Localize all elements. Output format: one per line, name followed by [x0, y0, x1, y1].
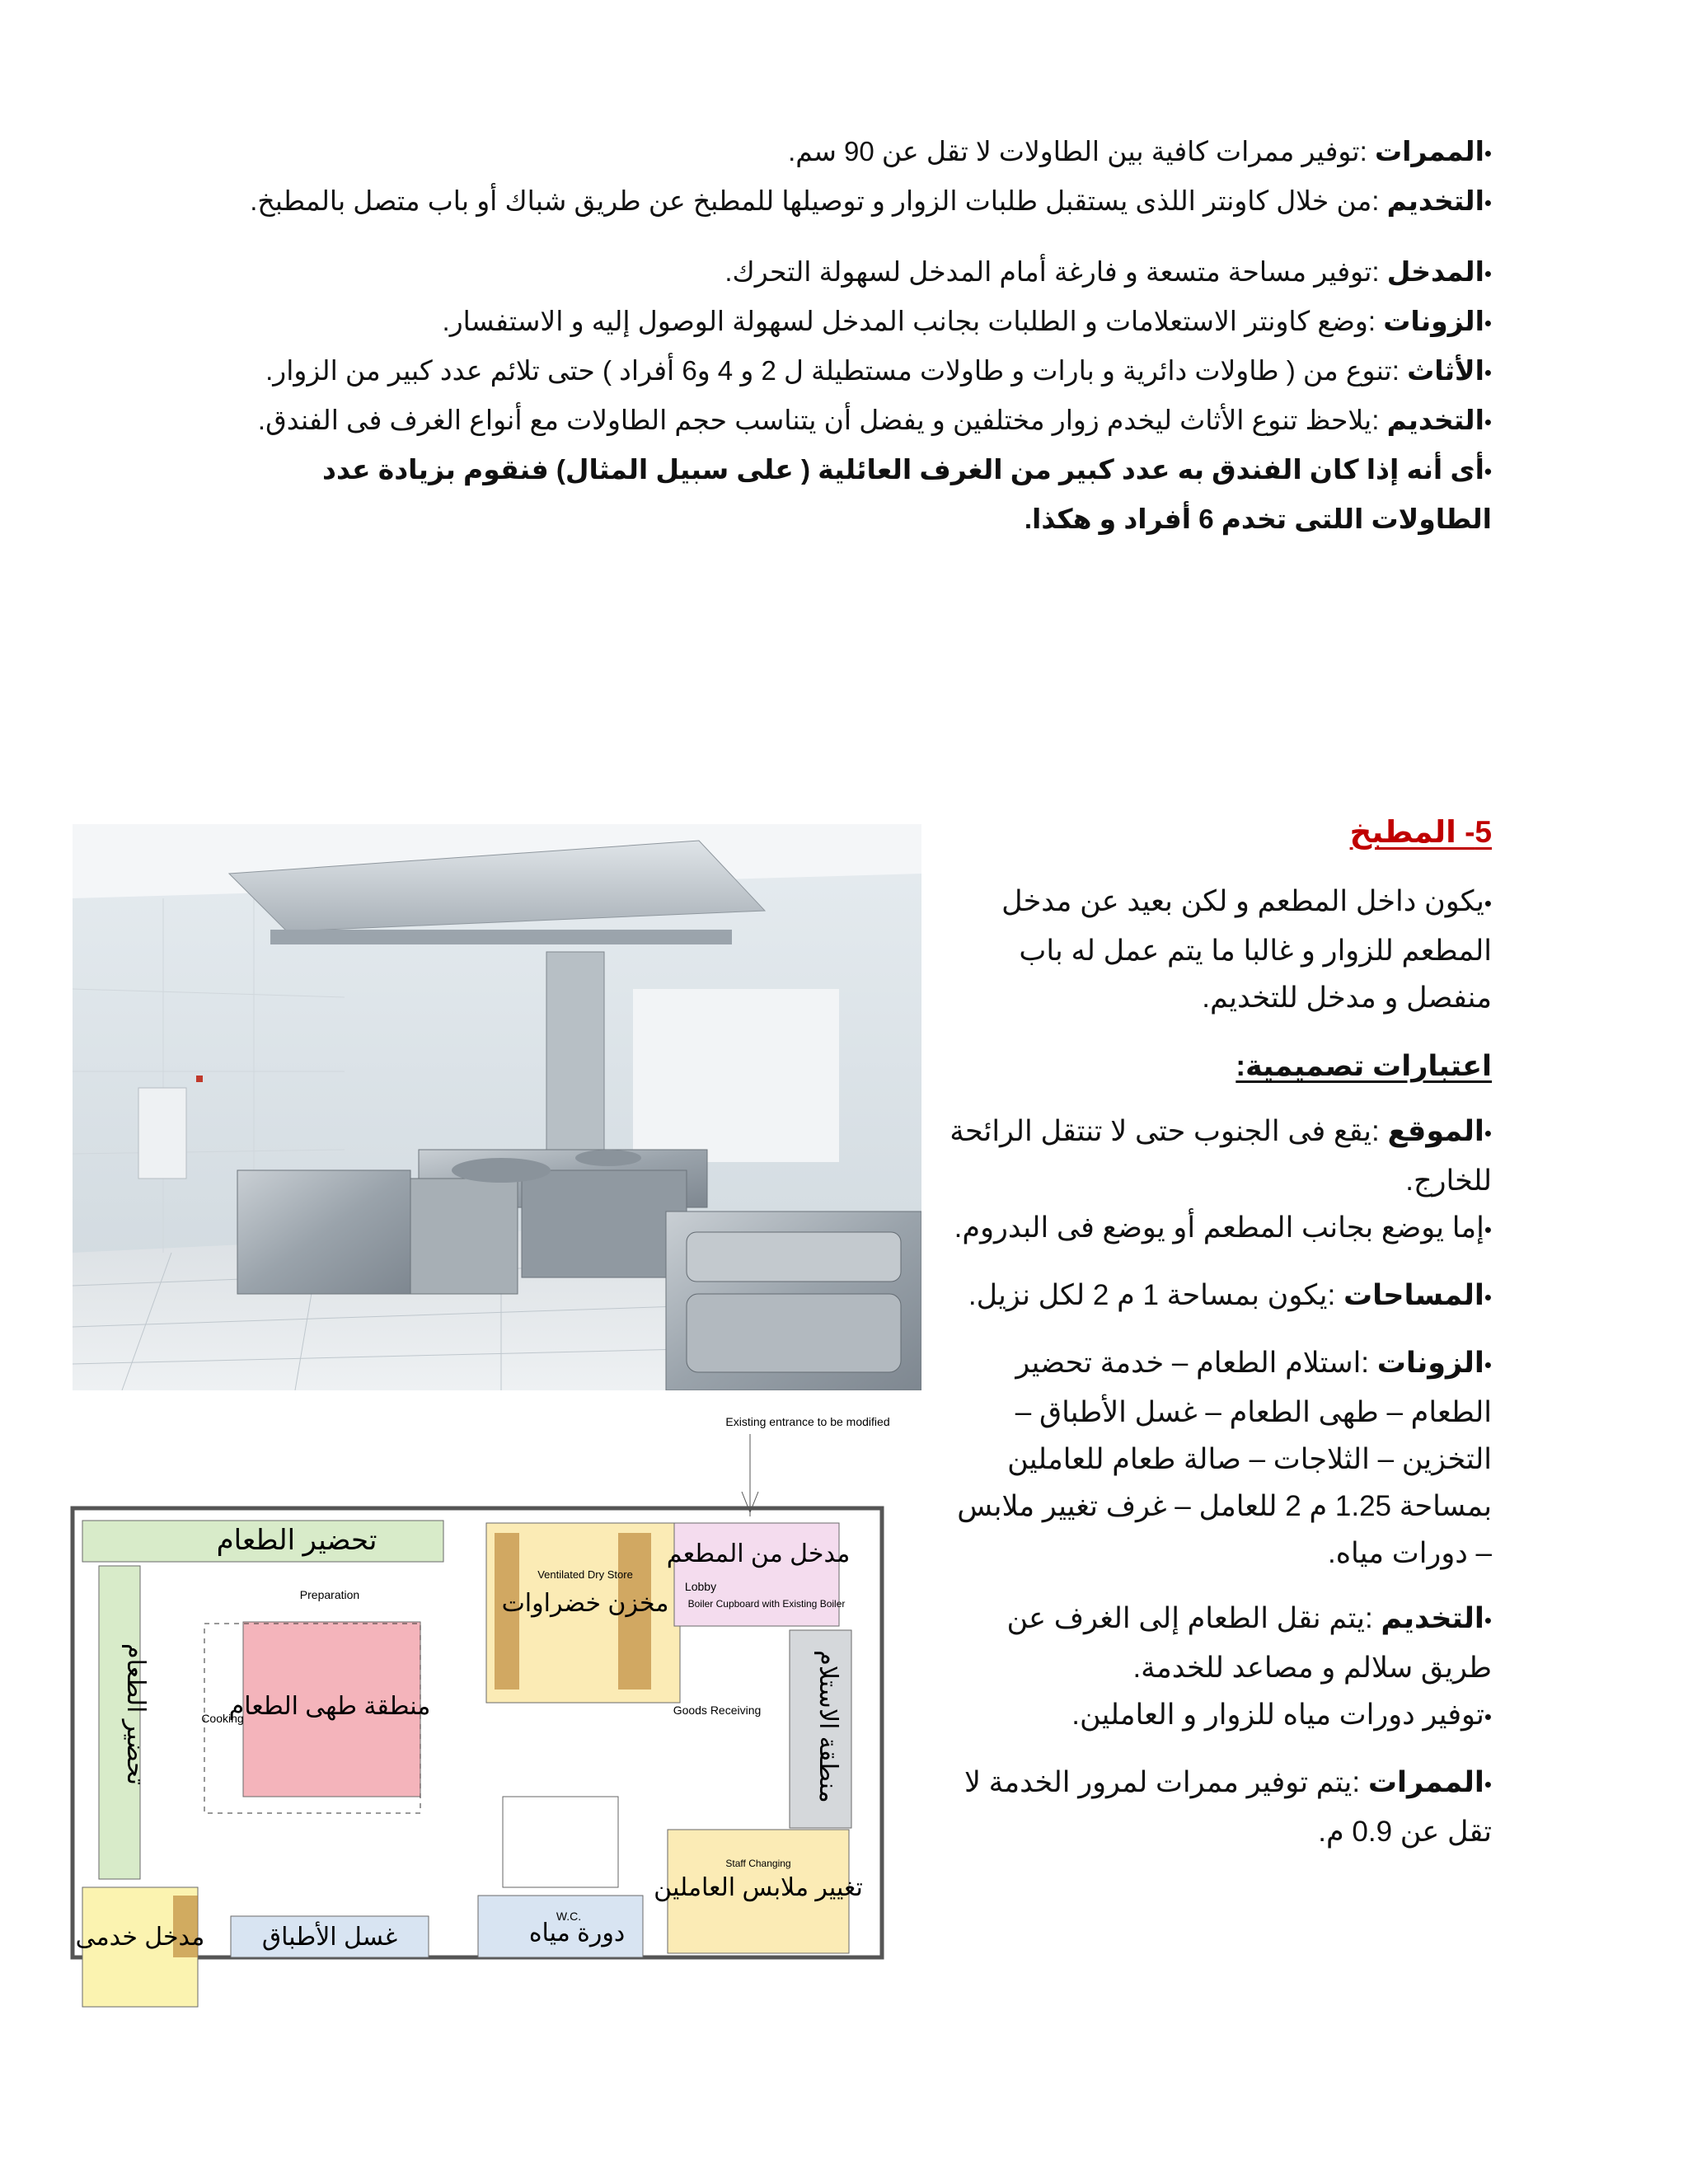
list-item: •أى أنه إذا كان الفندق به عدد كبير من الغرف العائلية ( على سبيل المثال) فنقوم بزيادة عدد الطاولات اللتى تخدم 6 أفراد و هكذا.: [322, 454, 1492, 534]
list-item: •الممرات :يتم توفير ممرات لمرور الخدمة لا تقل عن 0.9 م.: [964, 1766, 1492, 1848]
zone-food-prep-side: تحضير الطعام: [122, 1643, 149, 1785]
item-text: :تنوع من ( طاولات دائرية و بارات و طاولات مستطيلة ل 2 و 4 و6 أفراد ) حتى تلائم عدد كبير من الزوار.: [265, 355, 1400, 386]
list-item: •التخديم :من خلال كاونتر اللذى يستقبل طلبات الزوار و توصيلها للمطبخ عن طريق شباك أو باب متصل بالمطبخ.: [250, 185, 1492, 216]
label-wc: W.C.: [556, 1910, 582, 1923]
label-goods-receiving: Goods Receiving: [673, 1704, 762, 1717]
list-item: •توفير دورات مياه للزوار و العاملين.: [1071, 1699, 1492, 1731]
top-text-block: [223, 128, 1492, 542]
kitchen-floor-plan: [58, 1401, 931, 2060]
item-text: :يتم نقل الطعام إلى الغرف عن طريق سلالم و مصاعد للخدمة.: [1006, 1602, 1492, 1684]
item-text: أى أنه إذا كان الفندق به عدد كبير من الغرف العائلية ( على سبيل المثال) فنقوم بزيادة عدد الطاولات اللتى تخدم 6 أفراد و هكذا.: [322, 454, 1492, 534]
list-item: •إما يوضع بجانب المطعم أو يوضع فى البدروم.: [954, 1212, 1492, 1244]
item-text: إما يوضع بجانب المطعم أو يوضع فى البدروم.: [954, 1212, 1484, 1244]
list-item: •الزونات :وضع كاونتر الاستعلامات و الطلبات بجانب المدخل لسهولة الوصول إليه و الاستفسار.: [442, 306, 1492, 336]
item-text: :استلام الطعام – خدمة تحضير الطعام – طهى الطعام – غسل الأطباق – التخزين – الثلاجات – صالة طعام للعاملين بمساحة 1.25 م 2 للعامل – غرف تغيير ملابس – دورات مياه.: [957, 1347, 1492, 1569]
list-item: •المدخل :توفير مساحة متسعة و فارغة أمام المدخل لسهولة التحرك.: [724, 256, 1492, 287]
item-label: التخديم: [1381, 1602, 1484, 1634]
item-label: الأثاث: [1407, 355, 1484, 386]
item-label: الموقع: [1387, 1115, 1484, 1147]
item-text: توفير دورات مياه للزوار و العاملين.: [1071, 1699, 1484, 1731]
list-item: •التخديم :يتم نقل الطعام إلى الغرف عن طريق سلالم و مصاعد للخدمة.: [1006, 1602, 1492, 1684]
item-label: التخديم: [1386, 405, 1484, 435]
label-lobby: Lobby: [684, 1580, 717, 1593]
zone-cooking: منطقة طهى الطعام: [228, 1693, 431, 1720]
item-label: التخديم: [1386, 185, 1484, 216]
zone-veg-store: مخزن خضراوات: [501, 1590, 669, 1617]
item-label: المدخل: [1386, 256, 1484, 287]
plan-note: Existing entrance to be modified: [725, 1415, 890, 1428]
item-text: :توفير ممرات كافية بين الطاولات لا تقل عن 90 سم.: [788, 136, 1367, 166]
list-item: •الزونات :استلام الطعام – خدمة تحضير الطعام – طهى الطعام – غسل الأطباق – التخزين – الثلاجات – صالة طعام للعاملين بمساحة 1.25 م 2 للعامل – غرف تغيير ملابس – دورات مياه.: [957, 1347, 1492, 1569]
list-item: •التخديم :يلاحظ تنوع الأثاث ليخدم زوار مختلفين و يفضل أن يتناسب حجم الطاولات مع أنواع الغرف فى الفندق.: [257, 405, 1492, 435]
intro-paragraph: •يكون داخل المطعم و لكن بعيد عن مدخل المطعم للزوار و غالبا ما يتم عمل له باب منفصل و مدخل للتخديم.: [1001, 885, 1492, 1014]
kitchen-text-column: [946, 878, 1492, 1855]
item-text: :من خلال كاونتر اللذى يستقبل طلبات الزوار و توصيلها للمطبخ عن طريق شباك أو باب متصل بالمطبخ.: [250, 185, 1380, 216]
section-title: 5- المطبخ: [1349, 815, 1492, 849]
zone-restaurant-entrance: مدخل من المطعم: [666, 1540, 851, 1568]
item-label: المساحات: [1343, 1279, 1484, 1311]
zone-food-prep: تحضير الطعام: [216, 1525, 377, 1556]
zone-wc: دورة مياه: [528, 1919, 626, 1947]
item-label: الممرات: [1367, 1766, 1484, 1798]
item-text: :يلاحظ تنوع الأثاث ليخدم زوار مختلفين و يفضل أن يتناسب حجم الطاولات مع أنواع الغرف فى الفندق.: [257, 405, 1380, 435]
item-text: :وضع كاونتر الاستعلامات و الطلبات بجانب المدخل لسهولة الوصول إليه و الاستفسار.: [442, 306, 1376, 336]
list-item: •الممرات :توفير ممرات كافية بين الطاولات لا تقل عن 90 سم.: [788, 136, 1492, 166]
item-text: :يكون بمساحة 1 م 2 لكل نزيل.: [968, 1279, 1336, 1311]
intro-text: يكون داخل المطعم و لكن بعيد عن مدخل المطعم للزوار و غالبا ما يتم عمل له باب منفصل و مدخل للتخديم.: [1001, 885, 1492, 1014]
label-boiler: Boiler Cupboard with Existing Boiler: [687, 1598, 846, 1610]
list-item: •الأثاث :تنوع من ( طاولات دائرية و بارات و طاولات مستطيلة ل 2 و 4 و6 أفراد ) حتى تلائم عدد كبير من الزوار.: [265, 355, 1492, 386]
kitchen-photo: [73, 824, 921, 1390]
item-text: :يقع فى الجنوب حتى لا تنتقل الرائحة للخارج.: [950, 1115, 1492, 1197]
item-label: الزونات: [1383, 306, 1484, 336]
item-text: :توفير مساحة متسعة و فارغة أمام المدخل لسهولة التحرك.: [724, 256, 1380, 287]
label-preparation: Preparation: [299, 1588, 360, 1601]
zone-staff-change: تغيير ملابس العاملين: [654, 1874, 863, 1901]
zone-service-entrance: مدخل خدمى: [75, 1924, 205, 1951]
list-item: •الموقع :يقع فى الجنوب حتى لا تنتقل الرائحة للخارج.: [950, 1115, 1492, 1197]
label-cooking: Cooking: [201, 1712, 244, 1725]
list-item: •المساحات :يكون بمساحة 1 م 2 لكل نزيل.: [968, 1279, 1492, 1311]
item-text: :يتم توفير ممرات لمرور الخدمة لا تقل عن 0.9 م.: [964, 1766, 1492, 1848]
label-staff: Staff Changing: [725, 1858, 791, 1869]
item-label: الزونات: [1376, 1347, 1484, 1379]
subheading: اعتبارات تصميمية:: [1236, 1050, 1492, 1082]
zone-receiving: منطقة الاستلام: [814, 1650, 842, 1803]
zone-dish-wash: غسل الأطباق: [261, 1924, 398, 1951]
label-ventilated: Ventilated Dry Store: [537, 1568, 633, 1581]
item-label: الممرات: [1374, 136, 1484, 166]
